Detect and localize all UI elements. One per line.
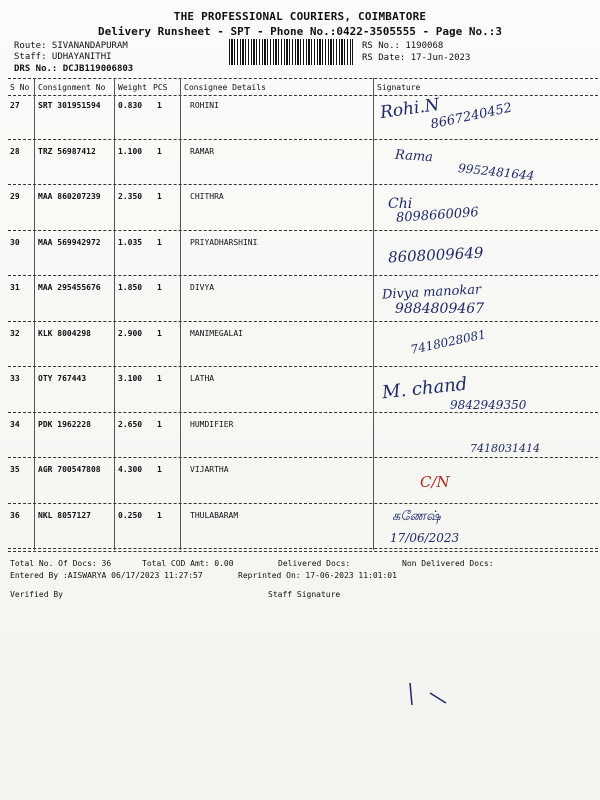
row-separator <box>8 184 598 185</box>
row-consignment: KLK 8004298 <box>38 328 91 338</box>
handwritten-signature: Rama <box>394 147 434 165</box>
reprinted-on: Reprinted On: 17-06-2023 11:01:01 <box>238 571 397 580</box>
drs-number: DRS No.: DCJB119006803 <box>14 64 134 74</box>
row-consignee: HUMDIFIER <box>190 419 234 429</box>
row-consignment: AGR 700547808 <box>38 465 101 474</box>
row-weight: 1.100 <box>118 146 143 156</box>
row-separator <box>8 457 598 458</box>
row-sno: 28 <box>10 146 20 156</box>
handwritten-signature: 7418028081 <box>409 326 487 357</box>
row-consignee: ROHINI <box>190 101 219 110</box>
column-divider <box>373 78 374 550</box>
row-weight: 3.100 <box>118 374 143 383</box>
total-cod-amount: Total COD Amt: 0.00 <box>142 559 234 568</box>
row-consignee: VIJARTHA <box>190 465 229 474</box>
row-consignment: MAA 295455676 <box>38 283 101 292</box>
row-weight: 0.830 <box>118 101 143 110</box>
table-bottom-rule <box>8 551 598 552</box>
row-sno: 29 <box>10 192 20 201</box>
handwritten-signature: கணேஷ் <box>392 508 441 524</box>
route-label: Route: SIVANANDAPURAM <box>14 41 128 51</box>
col-header-consignment: Consignment No <box>38 83 106 92</box>
col-header-signature: Signature <box>377 83 421 92</box>
col-header-weight: Weight <box>118 83 147 92</box>
row-sno: 31 <box>10 283 20 292</box>
handwritten-signature: 8667240452 <box>429 100 514 133</box>
row-weight: 2.650 <box>118 419 143 429</box>
handwritten-signature: Rohi.N <box>378 94 441 124</box>
row-consignment: MAA 860207239 <box>38 192 101 201</box>
row-weight: 1.035 <box>118 237 143 247</box>
row-consignee: MANIMEGALAI <box>190 328 243 338</box>
row-consignment: NKL 8057127 <box>38 510 91 520</box>
row-separator <box>8 321 598 322</box>
row-weight: 0.250 <box>118 510 143 520</box>
col-header-consignee: Consignee Details <box>184 83 266 92</box>
company-title: THE PROFESSIONAL COURIERS, COIMBATORE <box>173 10 427 23</box>
handwritten-signature: M. chand <box>381 373 469 404</box>
handwritten-signature: Divya manokar <box>381 282 482 303</box>
row-pcs: 1 <box>157 237 162 247</box>
row-weight: 2.350 <box>118 192 143 201</box>
handwritten-signature: 9884809467 <box>395 301 485 317</box>
row-consignment: SRT 301951594 <box>38 101 101 110</box>
row-pcs: 1 <box>157 328 162 338</box>
handwritten-signature: 9952481644 <box>457 160 535 183</box>
handwritten-signature: Chi <box>388 196 413 212</box>
row-consignee: RAMAR <box>190 146 215 156</box>
column-divider <box>114 78 115 550</box>
row-consignee: DIVYA <box>190 283 215 292</box>
row-weight: 4.300 <box>118 465 143 474</box>
handwritten-signature: C/N <box>420 473 450 491</box>
row-separator <box>8 230 598 231</box>
row-separator <box>8 275 598 276</box>
row-separator <box>8 412 598 413</box>
row-consignment: MAA 569942972 <box>38 237 101 247</box>
row-pcs: 1 <box>157 374 162 383</box>
row-pcs: 1 <box>157 192 162 201</box>
row-weight: 1.850 <box>118 283 143 292</box>
row-consignment: TRZ 56987412 <box>38 146 96 156</box>
handwritten-signature: 8098660096 <box>395 205 480 226</box>
row-sno: 32 <box>10 328 20 338</box>
rs-number: RS No.: 1190068 <box>362 41 444 51</box>
verified-by-label: Verified By <box>10 590 63 599</box>
row-separator <box>8 503 598 504</box>
handwritten-signature: 9842949350 <box>450 398 527 412</box>
row-separator <box>8 139 598 140</box>
row-pcs: 1 <box>157 146 162 156</box>
row-consignee: LATHA <box>190 374 215 383</box>
handwritten-signature: 8608009649 <box>387 243 484 266</box>
row-consignee: THULABARAM <box>190 510 239 520</box>
delivered-docs: Delivered Docs: <box>278 559 351 568</box>
row-separator <box>8 366 598 367</box>
row-consignment: PDK 1962228 <box>38 419 91 429</box>
staff-signature-label: Staff Signature <box>268 590 341 599</box>
row-weight: 2.900 <box>118 328 143 338</box>
rs-date: RS Date: 17-Jun-2023 <box>362 53 471 63</box>
row-pcs: 1 <box>157 283 162 292</box>
total-docs: Total No. Of Docs: 36 <box>10 559 112 568</box>
row-consignment: OTY 767443 <box>38 374 87 383</box>
runsheet-subtitle: Delivery Runsheet - SPT - Phone No.:0422-3505555 - Page No.:3 <box>98 25 502 38</box>
col-header-pcs: PCS <box>153 83 168 92</box>
row-sno: 27 <box>10 101 20 110</box>
row-sno: 33 <box>10 374 20 383</box>
row-sno: 30 <box>10 237 20 247</box>
column-divider <box>180 78 181 550</box>
table-header-rule <box>8 95 598 96</box>
barcode-image <box>229 39 353 65</box>
row-consignee: CHITHRA <box>190 192 224 201</box>
row-consignee: PRIYADHARSHINI <box>190 237 258 247</box>
staff-label: Staff: UDHAYANITHI <box>14 52 112 62</box>
row-pcs: 1 <box>157 101 162 110</box>
column-divider <box>34 78 35 550</box>
handwritten-signature: 17/06/2023 <box>390 530 460 545</box>
row-separator <box>8 548 598 549</box>
entered-by: Entered By :AISWARYA 06/17/2023 11:27:57 <box>10 571 203 580</box>
pen-mark-scribble <box>400 675 460 715</box>
row-sno: 34 <box>10 419 20 429</box>
non-delivered-docs: Non Delivered Docs: <box>402 559 494 568</box>
row-pcs: 1 <box>157 465 162 474</box>
table-top-rule <box>8 78 598 79</box>
row-pcs: 1 <box>157 419 162 429</box>
col-header-sno: S No <box>10 83 30 92</box>
row-sno: 36 <box>10 510 20 520</box>
row-pcs: 1 <box>157 510 162 520</box>
handwritten-signature: 7418031414 <box>470 441 540 455</box>
row-sno: 35 <box>10 465 20 474</box>
